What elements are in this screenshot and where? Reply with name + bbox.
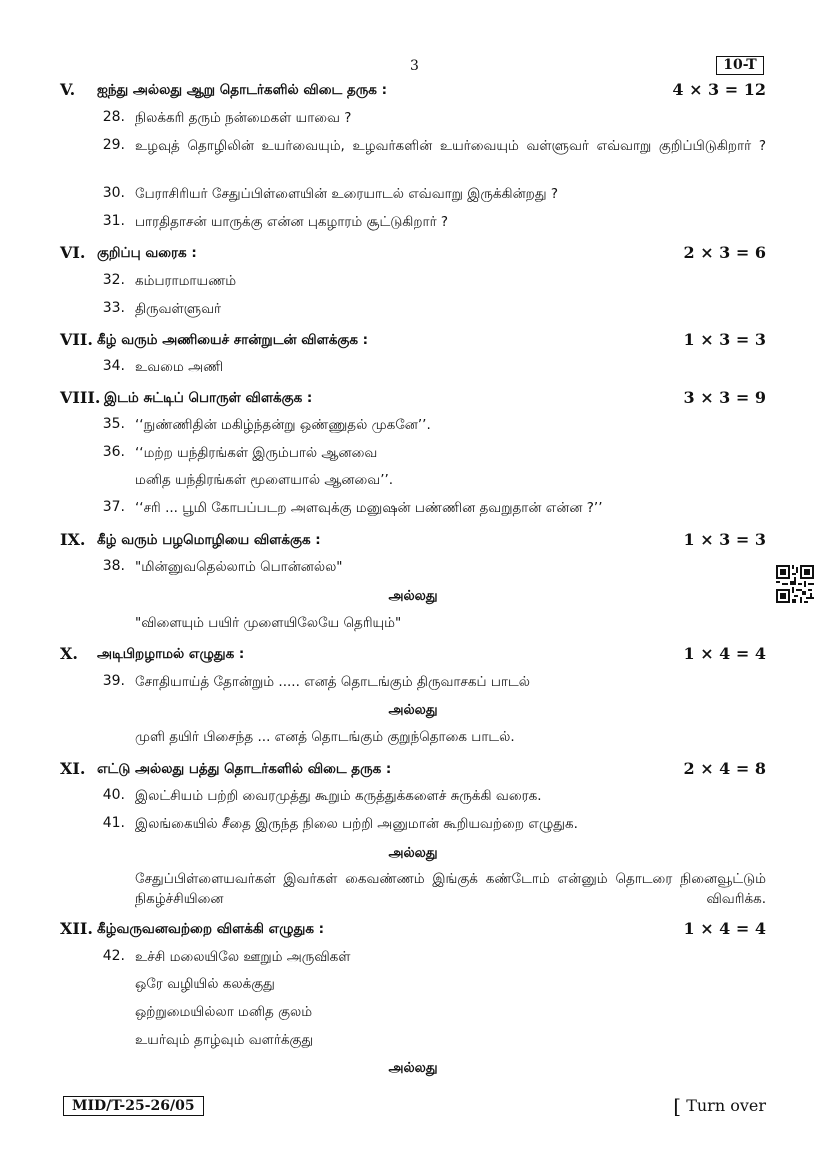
or-separator: அல்லது [388, 702, 438, 718]
question-number: 28. [102, 109, 125, 125]
section-marks: 1 × 4 = 4 [683, 644, 766, 663]
or-separator: அல்லது [388, 588, 438, 604]
question-text-continuation: உயர்வும் தாழ்வும் வளர்க்குது [135, 1032, 314, 1048]
section-marks: 3 × 3 = 9 [683, 388, 766, 407]
question-number: 32. [102, 272, 125, 288]
section-number: VI. [60, 243, 86, 262]
question-number: 38. [102, 558, 125, 574]
section-title: குறிப்பு வரைக : [97, 245, 197, 261]
footer-code-box: MID/T-25-26/05 [63, 1096, 204, 1116]
section-number: VIII. [60, 388, 101, 407]
question-text: ‘‘நுண்ணிதின் மகிழ்ந்தன்று ஒண்ணுதல் முகனே’’. [135, 417, 431, 433]
or-separator: அல்லது [388, 1060, 438, 1076]
question-text: இலங்கையில் சீதை இருந்த நிலை பற்றி அனுமான் கூறியவற்றை எழுதுக. [135, 816, 578, 832]
question-text: கம்பராமாயணம் [135, 273, 237, 289]
question-text: உச்சி மலையிலே ஊறும் அருவிகள் [135, 949, 351, 965]
question-number: 35. [102, 416, 125, 432]
section-marks: 1 × 3 = 3 [683, 530, 766, 549]
question-number: 39. [102, 673, 125, 689]
section-title: இடம் சுட்டிப் பொருள் விளக்குக : [104, 390, 313, 406]
question-text-continuation: ஒற்றுமையில்லா மனித குலம் [135, 1004, 313, 1020]
turn-over-label: Turn over [686, 1096, 766, 1115]
turn-over-bracket: [ [673, 1094, 682, 1118]
question-text-alternative: முளி தயிர் பிசைந்த ... எனத் தொடங்கும் குறுந்தொகை பாடல். [135, 729, 515, 745]
question-number: 33. [102, 300, 125, 316]
section-title: கீழ் வரும் அணியைச் சான்றுடன் விளக்குக : [97, 332, 369, 348]
question-text: உவமை அணி [135, 359, 224, 375]
paper-code-box: 10-T [716, 56, 764, 75]
section-marks: 2 × 3 = 6 [683, 243, 766, 262]
question-number: 40. [102, 787, 125, 803]
qr-code-icon [776, 565, 814, 603]
turn-over-note [673, 1094, 766, 1118]
section-title: கீழ் வரும் பழமொழியை விளக்குக : [97, 532, 321, 548]
section-marks: 2 × 4 = 8 [683, 759, 766, 778]
section-marks: 1 × 4 = 4 [683, 919, 766, 938]
question-number: 42. [102, 948, 125, 964]
question-text: திருவள்ளுவர் [135, 301, 222, 317]
question-text-continuation: மனித யந்திரங்கள் மூளையால் ஆனவை’’. [135, 472, 394, 488]
question-number: 31. [102, 213, 125, 229]
section-number: V. [60, 80, 76, 99]
section-number: XII. [60, 919, 93, 938]
question-text-alternative: சேதுப்பிள்ளையவர்கள் இவர்கள் கைவண்ணம் இங்குக் கண்டோம் என்னும் தொடரை நினைவூட்டும் நிகழ்ச்சியினை விவரிக்க. [135, 871, 766, 907]
page-number: 3 [410, 58, 419, 74]
question-text: பேராசிரியர் சேதுப்பிள்ளையின் உரையாடல் எவ்வாறு இருக்கின்றது ? [135, 186, 559, 202]
question-number: 41. [102, 815, 125, 831]
question-text: ‘‘சரி ... பூமி கோபப்படற அளவுக்கு மனுஷன் பண்ணின தவறுதான் என்ன ?’’ [135, 500, 603, 516]
section-number: IX. [60, 530, 86, 549]
section-marks: 1 × 3 = 3 [683, 330, 766, 349]
question-text-alternative: "விளையும் பயிர் முளையிலேயே தெரியும்" [135, 615, 402, 631]
question-number: 37. [102, 499, 125, 515]
section-number: VII. [60, 330, 93, 349]
question-text: சோதியாய்த் தோன்றும் ..... எனத் தொடங்கும் திருவாசகப் பாடல் [135, 674, 530, 690]
section-number: XI. [60, 759, 86, 778]
section-title: எட்டு அல்லது பத்து தொடர்களில் விடை தருக : [97, 761, 392, 777]
section-marks: 4 × 3 = 12 [672, 80, 766, 99]
section-title: அடிபிறழாமல் எழுதுக : [97, 646, 245, 662]
or-separator: அல்லது [388, 845, 438, 861]
question-text: "மின்னுவதெல்லாம் பொன்னல்ல" [135, 559, 343, 575]
question-text: பாரதிதாசன் யாருக்கு என்ன புகழாரம் சூட்டுகிறார் ? [135, 214, 449, 230]
question-text-continuation: ஒரே வழியில் கலக்குது [135, 976, 275, 992]
question-number: 36. [102, 444, 125, 460]
question-number: 34. [102, 358, 125, 374]
section-title: ஐந்து அல்லது ஆறு தொடர்களில் விடை தருக : [97, 82, 388, 98]
question-number: 29. [102, 137, 125, 153]
section-title: கீழ்வருவனவற்றை விளக்கி எழுதுக : [97, 921, 325, 937]
question-number: 30. [102, 185, 125, 201]
question-text: ‘‘மற்ற யந்திரங்கள் இரும்பால் ஆனவை [135, 445, 378, 461]
question-text: இலட்சியம் பற்றி வைரமுத்து கூறும் கருத்துக்களைச் சுருக்கி வரைக. [135, 788, 542, 804]
question-text: உழவுத் தொழிலின் உயர்வையும், உழவர்களின் உயர்வையும் வள்ளுவர் எவ்வாறு குறிப்பிடுகிறார் ? [135, 138, 766, 154]
question-text: நிலக்கரி தரும் நன்மைகள் யாவை ? [135, 110, 352, 126]
section-number: X. [60, 644, 78, 663]
